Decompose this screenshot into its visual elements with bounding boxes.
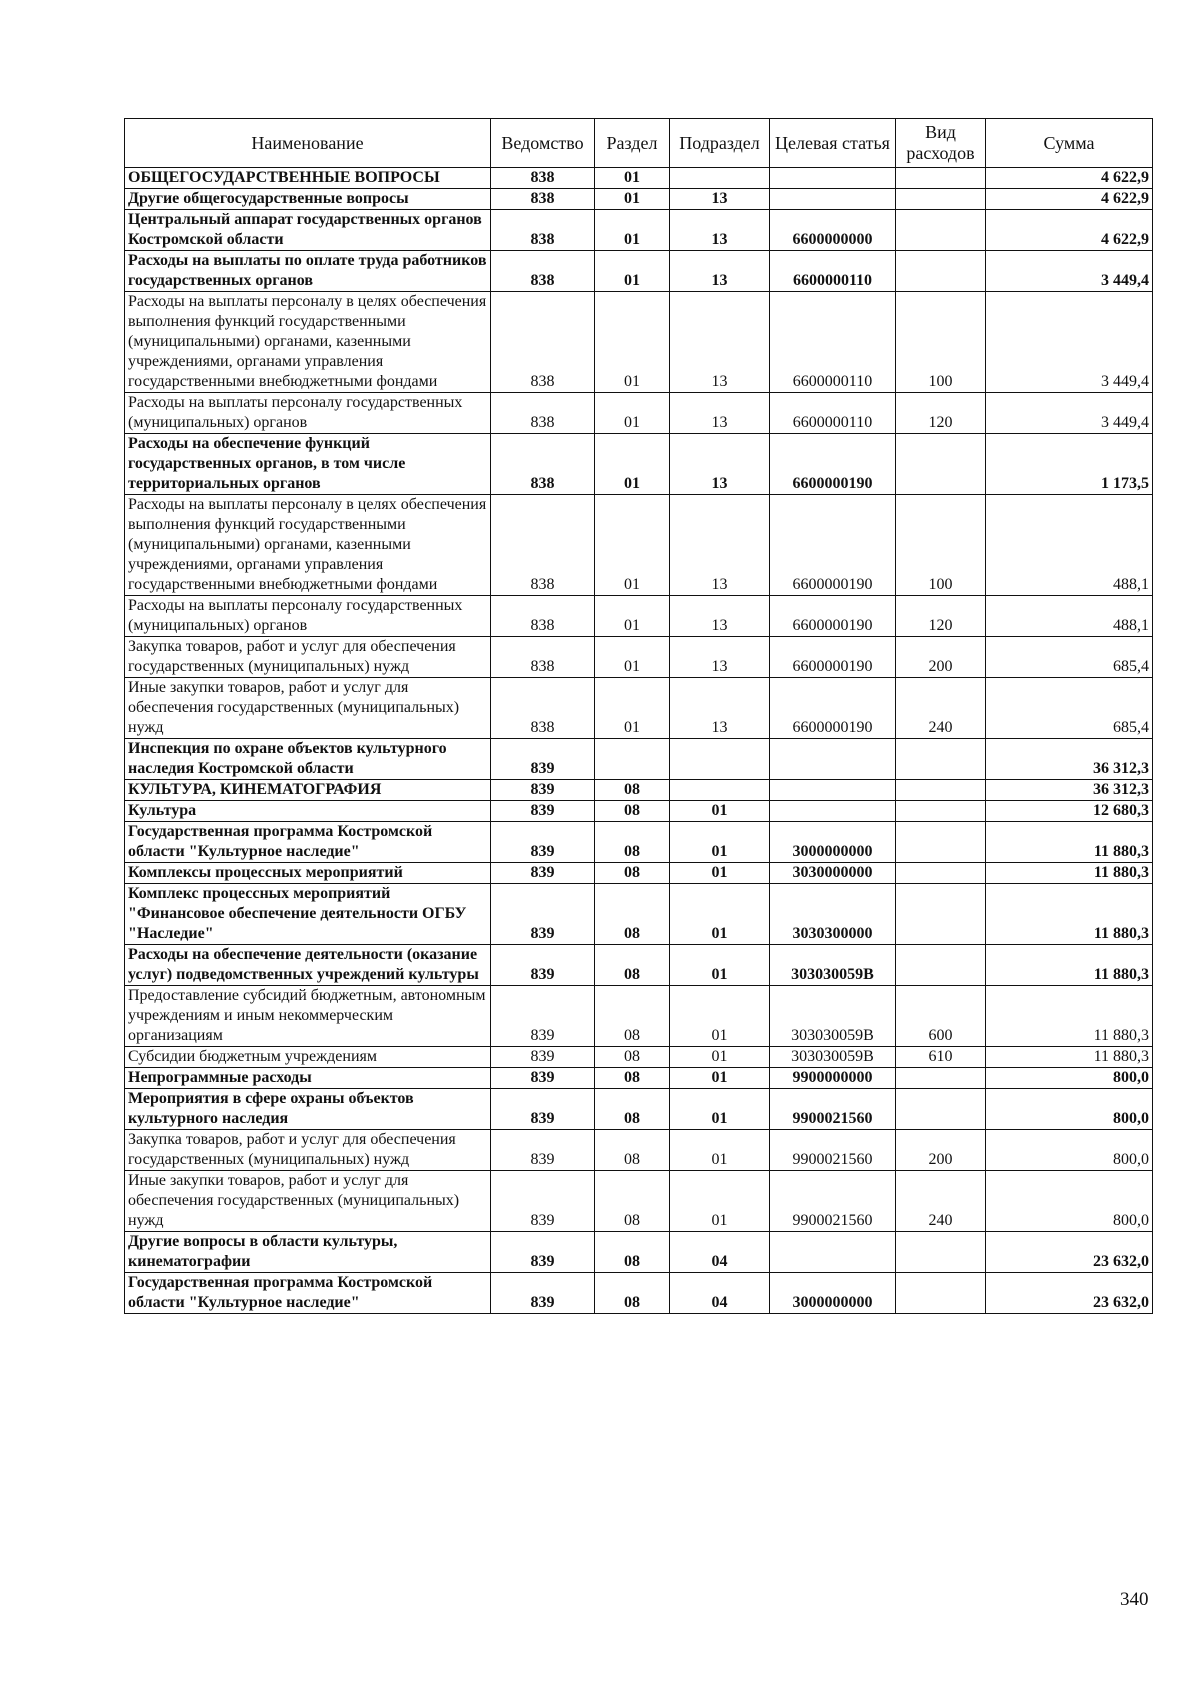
table-row	[125, 596, 1153, 637]
cell-podrazdel: 01	[670, 1089, 770, 1130]
cell-vedomstvo: 838	[491, 393, 595, 434]
cell-summa: 3 449,4	[986, 292, 1153, 393]
table-row	[125, 884, 1153, 945]
cell-podrazdel: 01	[670, 1047, 770, 1068]
cell-vid-rashodov	[896, 168, 986, 189]
cell-vid-rashodov: 240	[896, 1171, 986, 1232]
cell-razdel: 08	[595, 884, 670, 945]
cell-podrazdel: 04	[670, 1232, 770, 1273]
table-row	[125, 251, 1153, 292]
cell-celevaya-statya: 3030300000	[770, 884, 896, 945]
cell-name: Расходы на обеспечение функций государственных органов, в том числе территориальных органов	[125, 434, 491, 495]
cell-podrazdel: 13	[670, 637, 770, 678]
cell-celevaya-statya: 6600000190	[770, 678, 896, 739]
cell-vedomstvo: 839	[491, 780, 595, 801]
cell-name: Другие вопросы в области культуры, кинематографии	[125, 1232, 491, 1273]
cell-razdel	[595, 739, 670, 780]
table-row	[125, 168, 1153, 189]
cell-celevaya-statya	[770, 780, 896, 801]
cell-vid-rashodov: 200	[896, 1130, 986, 1171]
cell-celevaya-statya: 6600000190	[770, 495, 896, 596]
cell-vid-rashodov: 120	[896, 596, 986, 637]
table-row	[125, 1089, 1153, 1130]
cell-vedomstvo: 839	[491, 1232, 595, 1273]
table-row	[125, 1273, 1153, 1314]
cell-vid-rashodov	[896, 434, 986, 495]
cell-name: Комплекс процессных мероприятий "Финансовое обеспечение деятельности ОГБУ "Наследие"	[125, 884, 491, 945]
cell-razdel: 08	[595, 801, 670, 822]
cell-vedomstvo: 839	[491, 801, 595, 822]
cell-vedomstvo: 839	[491, 822, 595, 863]
header-name: Наименование	[125, 119, 491, 168]
cell-razdel: 01	[595, 292, 670, 393]
cell-razdel: 01	[595, 596, 670, 637]
cell-podrazdel: 13	[670, 292, 770, 393]
cell-celevaya-statya: 6600000000	[770, 210, 896, 251]
cell-name: Другие общегосударственные вопросы	[125, 189, 491, 210]
cell-summa: 488,1	[986, 495, 1153, 596]
cell-vedomstvo: 838	[491, 189, 595, 210]
cell-summa: 23 632,0	[986, 1273, 1153, 1314]
cell-razdel: 08	[595, 1068, 670, 1089]
cell-summa: 4 622,9	[986, 168, 1153, 189]
cell-name: Субсидии бюджетным учреждениям	[125, 1047, 491, 1068]
cell-razdel: 01	[595, 678, 670, 739]
cell-summa: 4 622,9	[986, 210, 1153, 251]
cell-vedomstvo: 838	[491, 495, 595, 596]
cell-razdel: 01	[595, 168, 670, 189]
cell-podrazdel: 01	[670, 1171, 770, 1232]
cell-name: Предоставление субсидий бюджетным, автономным учреждениям и иным некоммерческим организациям	[125, 986, 491, 1047]
cell-vid-rashodov	[896, 189, 986, 210]
table-row	[125, 1171, 1153, 1232]
cell-name: Расходы на выплаты персоналу в целях обеспечения выполнения функций государственными (муниципальными) органами, казенными учреждениями, органами управления государственными внебюджетными фондами	[125, 292, 491, 393]
cell-razdel: 01	[595, 189, 670, 210]
cell-vedomstvo: 838	[491, 168, 595, 189]
cell-razdel: 08	[595, 822, 670, 863]
cell-vid-rashodov: 120	[896, 393, 986, 434]
cell-name: ОБЩЕГОСУДАРСТВЕННЫЕ ВОПРОСЫ	[125, 168, 491, 189]
cell-summa: 3 449,4	[986, 393, 1153, 434]
table-row	[125, 1232, 1153, 1273]
cell-vid-rashodov	[896, 1273, 986, 1314]
cell-podrazdel: 01	[670, 1068, 770, 1089]
cell-razdel: 08	[595, 1273, 670, 1314]
cell-vid-rashodov: 100	[896, 495, 986, 596]
cell-podrazdel: 13	[670, 596, 770, 637]
cell-name: Иные закупки товаров, работ и услуг для обеспечения государственных (муниципальных) нужд	[125, 678, 491, 739]
cell-vedomstvo: 839	[491, 945, 595, 986]
header-celevaya-statya: Целевая статья	[770, 119, 896, 168]
cell-celevaya-statya: 9900021560	[770, 1089, 896, 1130]
cell-vid-rashodov	[896, 884, 986, 945]
table-row	[125, 801, 1153, 822]
cell-vedomstvo: 839	[491, 1047, 595, 1068]
cell-razdel: 01	[595, 393, 670, 434]
cell-podrazdel: 13	[670, 210, 770, 251]
cell-podrazdel: 04	[670, 1273, 770, 1314]
cell-podrazdel: 01	[670, 1130, 770, 1171]
cell-razdel: 08	[595, 1047, 670, 1068]
table-row	[125, 678, 1153, 739]
cell-podrazdel: 01	[670, 863, 770, 884]
cell-name: Культура	[125, 801, 491, 822]
cell-summa: 12 680,3	[986, 801, 1153, 822]
cell-razdel: 08	[595, 1171, 670, 1232]
cell-razdel: 08	[595, 780, 670, 801]
cell-razdel: 01	[595, 637, 670, 678]
table-row	[125, 434, 1153, 495]
cell-razdel: 01	[595, 434, 670, 495]
cell-podrazdel: 01	[670, 986, 770, 1047]
cell-vedomstvo: 839	[491, 1171, 595, 1232]
cell-celevaya-statya: 3030000000	[770, 863, 896, 884]
cell-name: Закупка товаров, работ и услуг для обеспечения государственных (муниципальных) нужд	[125, 637, 491, 678]
cell-celevaya-statya	[770, 739, 896, 780]
cell-celevaya-statya: 6600000190	[770, 637, 896, 678]
cell-podrazdel: 13	[670, 189, 770, 210]
budget-table-container	[124, 118, 1152, 1314]
cell-summa: 11 880,3	[986, 863, 1153, 884]
cell-vid-rashodov	[896, 1089, 986, 1130]
cell-podrazdel: 01	[670, 822, 770, 863]
table-row	[125, 393, 1153, 434]
cell-vid-rashodov	[896, 801, 986, 822]
cell-summa: 3 449,4	[986, 251, 1153, 292]
cell-celevaya-statya	[770, 189, 896, 210]
cell-summa: 11 880,3	[986, 822, 1153, 863]
cell-podrazdel	[670, 739, 770, 780]
cell-vedomstvo: 839	[491, 1089, 595, 1130]
cell-podrazdel: 01	[670, 884, 770, 945]
cell-vid-rashodov	[896, 780, 986, 801]
table-row	[125, 189, 1153, 210]
cell-summa: 800,0	[986, 1171, 1153, 1232]
cell-vedomstvo: 838	[491, 434, 595, 495]
cell-vedomstvo: 838	[491, 596, 595, 637]
header-podrazdel: Подраздел	[670, 119, 770, 168]
cell-vedomstvo: 839	[491, 986, 595, 1047]
cell-vid-rashodov	[896, 251, 986, 292]
cell-summa: 1 173,5	[986, 434, 1153, 495]
cell-podrazdel: 13	[670, 251, 770, 292]
cell-summa: 36 312,3	[986, 739, 1153, 780]
cell-vedomstvo: 839	[491, 1273, 595, 1314]
cell-summa: 11 880,3	[986, 945, 1153, 986]
cell-name: Непрограммные расходы	[125, 1068, 491, 1089]
cell-summa: 11 880,3	[986, 986, 1153, 1047]
cell-summa: 800,0	[986, 1089, 1153, 1130]
cell-name: КУЛЬТУРА, КИНЕМАТОГРАФИЯ	[125, 780, 491, 801]
cell-summa: 36 312,3	[986, 780, 1153, 801]
cell-vid-rashodov	[896, 210, 986, 251]
page-number: 340	[1120, 1589, 1149, 1610]
header-razdel: Раздел	[595, 119, 670, 168]
table-row	[125, 780, 1153, 801]
table-row	[125, 1068, 1153, 1089]
cell-celevaya-statya: 6600000190	[770, 596, 896, 637]
cell-name: Комплексы процессных мероприятий	[125, 863, 491, 884]
table-row	[125, 1130, 1153, 1171]
cell-podrazdel	[670, 168, 770, 189]
cell-vedomstvo: 838	[491, 251, 595, 292]
header-summa: Сумма	[986, 119, 1153, 168]
cell-summa: 685,4	[986, 678, 1153, 739]
cell-vedomstvo: 839	[491, 884, 595, 945]
cell-summa: 23 632,0	[986, 1232, 1153, 1273]
table-row	[125, 986, 1153, 1047]
cell-celevaya-statya	[770, 168, 896, 189]
cell-celevaya-statya: 303030059В	[770, 986, 896, 1047]
table-row	[125, 210, 1153, 251]
cell-celevaya-statya: 3000000000	[770, 822, 896, 863]
cell-vedomstvo: 839	[491, 1068, 595, 1089]
cell-vid-rashodov	[896, 1068, 986, 1089]
cell-summa: 800,0	[986, 1130, 1153, 1171]
cell-podrazdel: 13	[670, 434, 770, 495]
cell-podrazdel	[670, 780, 770, 801]
cell-podrazdel: 13	[670, 393, 770, 434]
cell-summa: 488,1	[986, 596, 1153, 637]
cell-vid-rashodov	[896, 945, 986, 986]
cell-summa: 800,0	[986, 1068, 1153, 1089]
cell-name: Расходы на выплаты персоналу государственных (муниципальных) органов	[125, 596, 491, 637]
cell-razdel: 08	[595, 863, 670, 884]
table-row	[125, 945, 1153, 986]
cell-name: Расходы на выплаты по оплате труда работников государственных органов	[125, 251, 491, 292]
cell-podrazdel: 01	[670, 801, 770, 822]
table-body	[125, 168, 1153, 1314]
cell-vid-rashodov	[896, 1232, 986, 1273]
cell-vedomstvo: 839	[491, 739, 595, 780]
cell-celevaya-statya	[770, 1232, 896, 1273]
table-row	[125, 1047, 1153, 1068]
cell-vedomstvo: 838	[491, 210, 595, 251]
budget-table	[124, 118, 1153, 1314]
cell-vid-rashodov: 200	[896, 637, 986, 678]
cell-summa: 11 880,3	[986, 1047, 1153, 1068]
cell-vid-rashodov: 240	[896, 678, 986, 739]
cell-razdel: 08	[595, 945, 670, 986]
cell-name: Расходы на выплаты персоналу государственных (муниципальных) органов	[125, 393, 491, 434]
cell-vid-rashodov	[896, 822, 986, 863]
header-vedomstvo: Ведомство	[491, 119, 595, 168]
cell-name: Расходы на обеспечение деятельности (оказание услуг) подведомственных учреждений культуры	[125, 945, 491, 986]
table-row	[125, 739, 1153, 780]
cell-name: Инспекция по охране объектов культурного наследия Костромской области	[125, 739, 491, 780]
header-vid-rashodov: Вид расходов	[896, 119, 986, 168]
cell-razdel: 08	[595, 1232, 670, 1273]
cell-vid-rashodov	[896, 739, 986, 780]
cell-podrazdel: 01	[670, 945, 770, 986]
cell-celevaya-statya: 6600000190	[770, 434, 896, 495]
table-row	[125, 292, 1153, 393]
cell-razdel: 01	[595, 495, 670, 596]
cell-celevaya-statya: 303030059В	[770, 945, 896, 986]
cell-celevaya-statya	[770, 801, 896, 822]
cell-summa: 4 622,9	[986, 189, 1153, 210]
cell-vid-rashodov: 100	[896, 292, 986, 393]
cell-name: Государственная программа Костромской области "Культурное наследие"	[125, 1273, 491, 1314]
cell-celevaya-statya: 9900000000	[770, 1068, 896, 1089]
cell-celevaya-statya: 6600000110	[770, 393, 896, 434]
cell-name: Иные закупки товаров, работ и услуг для обеспечения государственных (муниципальных) нужд	[125, 1171, 491, 1232]
cell-razdel: 01	[595, 210, 670, 251]
cell-podrazdel: 13	[670, 495, 770, 596]
cell-summa: 685,4	[986, 637, 1153, 678]
table-row	[125, 822, 1153, 863]
cell-vid-rashodov	[896, 863, 986, 884]
table-header-row	[125, 119, 1153, 168]
cell-summa: 11 880,3	[986, 884, 1153, 945]
cell-razdel: 08	[595, 1089, 670, 1130]
cell-vedomstvo: 839	[491, 863, 595, 884]
cell-razdel: 01	[595, 251, 670, 292]
cell-celevaya-statya: 6600000110	[770, 292, 896, 393]
table-row	[125, 863, 1153, 884]
cell-celevaya-statya: 303030059В	[770, 1047, 896, 1068]
table-row	[125, 495, 1153, 596]
cell-vedomstvo: 839	[491, 1130, 595, 1171]
cell-name: Государственная программа Костромской области "Культурное наследие"	[125, 822, 491, 863]
cell-razdel: 08	[595, 986, 670, 1047]
cell-vedomstvo: 838	[491, 678, 595, 739]
cell-podrazdel: 13	[670, 678, 770, 739]
cell-razdel: 08	[595, 1130, 670, 1171]
cell-name: Закупка товаров, работ и услуг для обеспечения государственных (муниципальных) нужд	[125, 1130, 491, 1171]
cell-celevaya-statya: 9900021560	[770, 1171, 896, 1232]
cell-name: Расходы на выплаты персоналу в целях обеспечения выполнения функций государственными (муниципальными) органами, казенными учреждениями, органами управления государственными внебюджетными фондами	[125, 495, 491, 596]
table-row	[125, 637, 1153, 678]
cell-vedomstvo: 838	[491, 637, 595, 678]
cell-vid-rashodov: 600	[896, 986, 986, 1047]
cell-celevaya-statya: 9900021560	[770, 1130, 896, 1171]
cell-name: Мероприятия в сфере охраны объектов культурного наследия	[125, 1089, 491, 1130]
cell-celevaya-statya: 6600000110	[770, 251, 896, 292]
cell-vedomstvo: 838	[491, 292, 595, 393]
cell-name: Центральный аппарат государственных органов Костромской области	[125, 210, 491, 251]
cell-celevaya-statya: 3000000000	[770, 1273, 896, 1314]
cell-vid-rashodov: 610	[896, 1047, 986, 1068]
